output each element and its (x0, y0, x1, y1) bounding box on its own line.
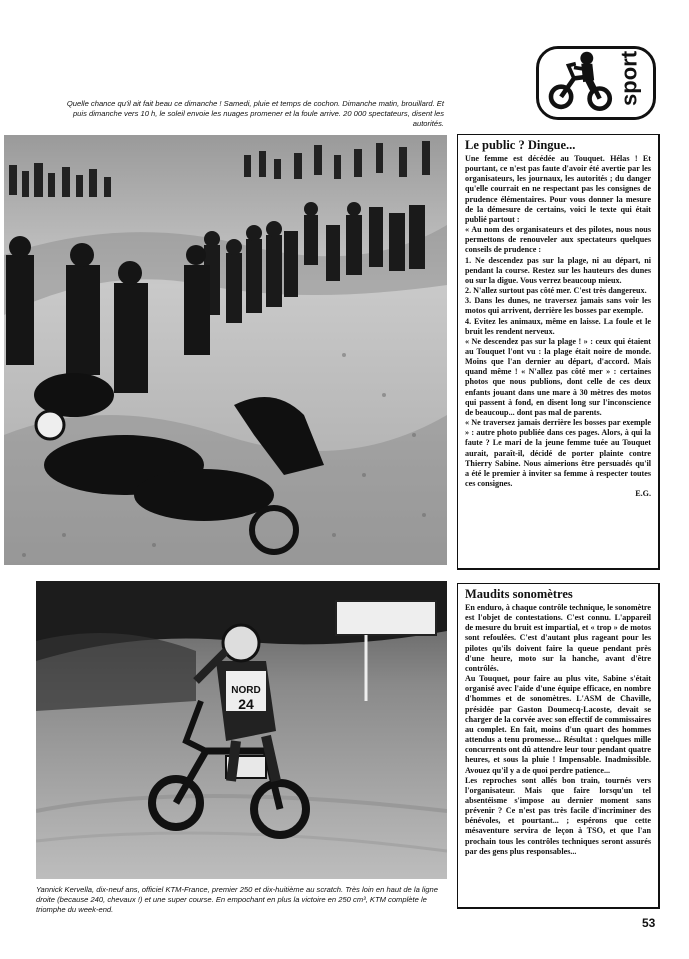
article-paragraph: En enduro, à chaque contrôle technique, le sonomètre est l'objet de contestations. C'est connu. L'appareil de mesure du bruit est impartial, et « trop » de motos sont refoulées. C'est d'autant plus rageant pour les pilotes qu'ils doivent faire la queue pendant près d'une heure, moto sur la hanche, avant d'être contrôlés. (465, 603, 651, 673)
rider-bib-brand: NORD (231, 685, 261, 696)
article-signature: E.G. (635, 489, 651, 499)
article-paragraph: Une femme est décédée au Touquet. Hélas ! Et pourtant, ce n'est pas faute d'avoir été avertie par les organisateurs, les journaux, les autorités ; du danger qu'elle courrait en ne respectant pas les consignes de prudence élémentaires. Pour vous donner la mesure de la démesure de certains, voici le texte qui était publié partout : (465, 154, 651, 224)
motocross-rider-icon (539, 49, 653, 117)
crowd-photo (4, 135, 447, 565)
article-paragraph: 4. Evitez les animaux, même en laisse. La foule et le bruit les rendent nerveux. (465, 316, 651, 336)
article-paragraph: 3. Dans les dunes, ne traversez jamais sans voir les motos qui arrivent, derrière les bosses par exemple. (465, 296, 651, 316)
article-title: Maudits sonomètres (465, 587, 573, 601)
article-paragraph: 2. N'allez surtout pas côté mer. C'est très dangereux. (465, 286, 647, 296)
article-title: Le public ? Dingue... (465, 138, 576, 152)
article-paragraph: Au Touquet, pour faire au plus vite, Sabine s'était organisé avec l'aide d'une équipe efficace, en nombre d'hommes et de sonomètres. L'ASM de Chaville, présidée par Gaston Doumecq-Lacoste, devait se charger de la corvée avec son effectif de commissaires au complet. En fait, moins d'un quart des hommes attendus a tenu promesse... Résultat : quelques mille concurrents ont dû attendre leur tour pendant quatre heures, et sous la pluie ! Impensable. Inadmissible. Avouez qu'il y a de quoi perdre patience... (465, 674, 651, 775)
bottom-photo-caption: Yannick Kervella, dix-neuf ans, officiel KTM-France, premier 250 et dix-huitième au scratch. Très loin en haut de la ligne droite (because 240, chevaux !) et une super course. En empochant en plus la victoire en 250 cm³, KTM complète le triomphe du week-end. (36, 885, 438, 915)
article-paragraph: 1. Ne descendez pas sur la plage, ni au départ, ni pendant la course. Restez sur les hauteurs des dunes ou sur la digue. Vous verrez beaucoup mieux. (465, 255, 651, 285)
top-photo-caption: Quelle chance qu'il ait fait beau ce dimanche ! Samedi, pluie et temps de cochon. Dimanche matin, brouillard. Et puis dimanche vers 10 h, le soleil envoie les nuages promener et la foule arrive. 20 000 spectateurs, disent les autorités. (66, 99, 444, 129)
sport-logo-text: sport (616, 50, 642, 106)
article-paragraph: « Au nom des organisateurs et des pilotes, nous nous permettons de renouveler aux spectateurs quelques conseils de prudence : (465, 225, 651, 255)
article-public-dingue (457, 134, 660, 570)
article-maudits-sonometres (457, 583, 660, 909)
page-number: 53 (642, 916, 656, 930)
sport-logo (536, 46, 656, 120)
article-paragraph: Les reproches sont allés bon train, tournés vers l'organisateur. Mais que faire lorsqu'un tel absentéisme s'impose au dernier moment sans prévenir ? Ce n'est pas très facile d'incriminer des bénévoles, et pourtant... ; espérons que cette mésaventure servira de leçon à TSO, et que l'an prochain tous les contrôles techniques seront assurés par des gens plus responsables... (465, 775, 651, 856)
article-paragraph: « Ne descendez pas sur la plage ! » : ceux qui étaient au Touquet l'ont vu : la plage était noire de monde. Moins que l'an dernier au départ, d'accord. Mais quand même ! « N'allez pas côté mer » : certaines photos que nous publions, dont celle de ces deux enfants jouant dans une mare à 30 mètres des motos qui passent à fond, en disent long sur l'inconscience de beaucoup... dont pas mal de parents. (465, 336, 651, 417)
article-paragraph: « Ne traversez jamais derrière les bosses par exemple » : autre photo publiée dans ces pages. Alors, à qui la faute ? Le mari de la jeune femme tuée au Touquet aurait, paraît-il, décidé de porter plainte contre Thierry Sabine. Nous aimerions être persuadés qu'il a été le premier à inviter sa femme à respecter toutes ces consignes. (465, 418, 651, 488)
rider-bib-number: 24 (238, 696, 254, 712)
rider-photo (36, 581, 447, 879)
